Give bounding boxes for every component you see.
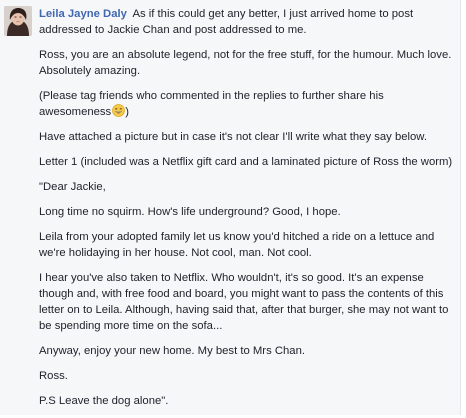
comment-body xyxy=(39,6,453,418)
intro-text: As if this could get any better, I just arrived home to post addressed to Jackie Chan and post addressed to me. xyxy=(39,8,414,36)
paragraph: Long time no squirm. How's life underground? Good, I hope. xyxy=(39,206,341,218)
paragraph: Ross, you are an absolute legend, not for the free stuff, for the humour. Much love. Absolutely amazing. xyxy=(39,49,452,77)
paragraph: "Dear Jackie, xyxy=(39,181,106,193)
paragraph-with-emoji xyxy=(39,88,453,120)
paragraph: Have attached a picture but in case it's not clear I'll write what they say below. xyxy=(39,131,427,143)
paragraph: Anyway, enjoy your new home. My best to Mrs Chan. xyxy=(39,345,306,357)
paragraph: Leila from your adopted family let us know you'd hitched a ride on a lettuce and we're holidaying in her house. Not cool, man. Not cool. xyxy=(39,231,435,259)
comment-intro xyxy=(39,6,453,38)
avatar[interactable] xyxy=(4,6,32,36)
author-name[interactable]: Leila Jayne Daly xyxy=(39,8,127,20)
paragraph: I hear you've also taken to Netflix. Who wouldn't, it's so good. It's an expense though and, with free food and board, you might want to pass the contents of this letter on to Leila. Although, having said that, after that burger, she may not want to be spending more time on the sofa... xyxy=(39,272,449,332)
paragraph: Ross. xyxy=(39,370,68,382)
grinning-smiley-icon xyxy=(112,104,125,117)
paragraph-text-end: ) xyxy=(125,106,129,118)
profile-photo xyxy=(4,6,32,36)
paragraph-text: (Please tag friends who commented in the replies to further share his awesomeness xyxy=(39,90,384,118)
paragraph: Letter 1 (included was a Netflix gift card and a laminated picture of Ross the worm) xyxy=(39,156,453,168)
paragraph: P.S Leave the dog alone". xyxy=(39,395,169,407)
